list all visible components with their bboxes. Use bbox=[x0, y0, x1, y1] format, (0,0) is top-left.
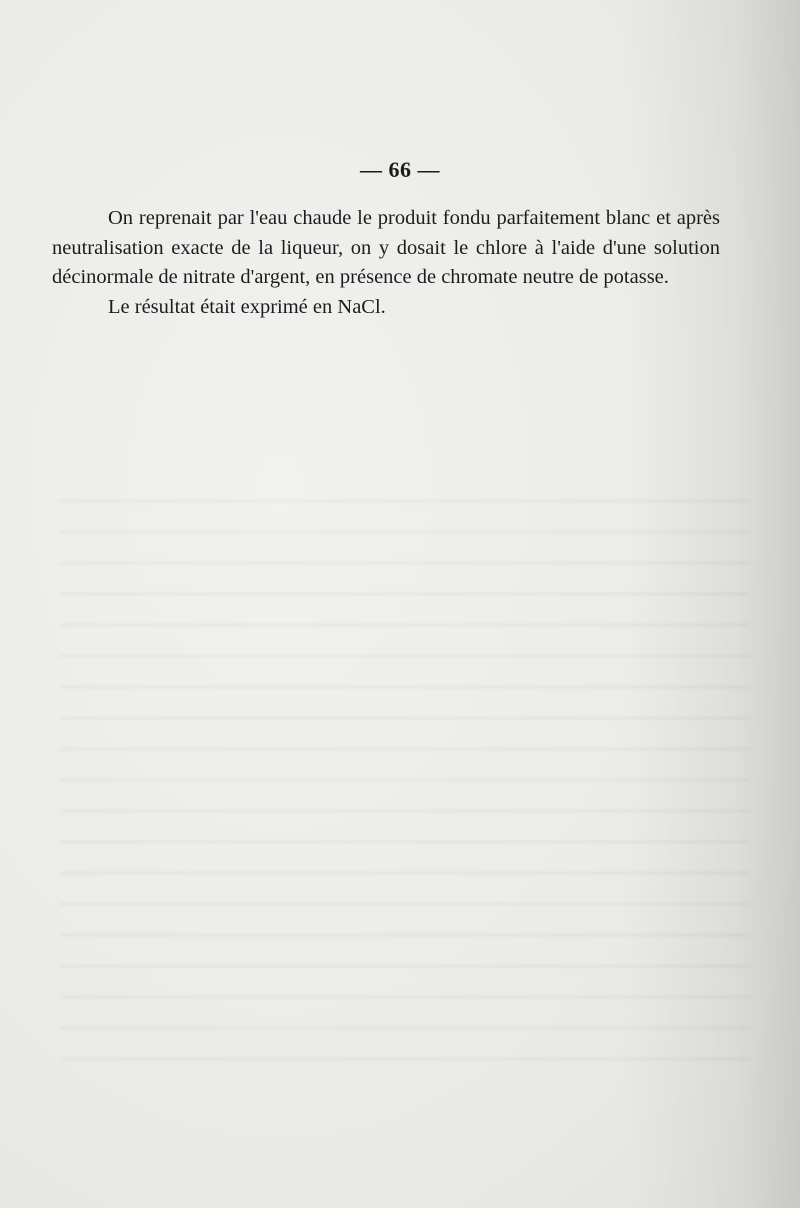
paragraph-method: On reprenait par l'eau chaude le produit fondu parfaitement blanc et après neutralisation exacte de la liqueur, on y dosait le chlore à l'aide d'une solution décinormale de nitrate d'argent, en présence de chromate neutre de potasse. bbox=[52, 207, 720, 288]
paragraph-result: Le résultat était exprimé en NaCl. bbox=[108, 295, 386, 318]
page-number: — 66 — bbox=[360, 157, 440, 182]
body-text bbox=[52, 204, 720, 322]
bleed-through-texture bbox=[60, 500, 750, 1080]
